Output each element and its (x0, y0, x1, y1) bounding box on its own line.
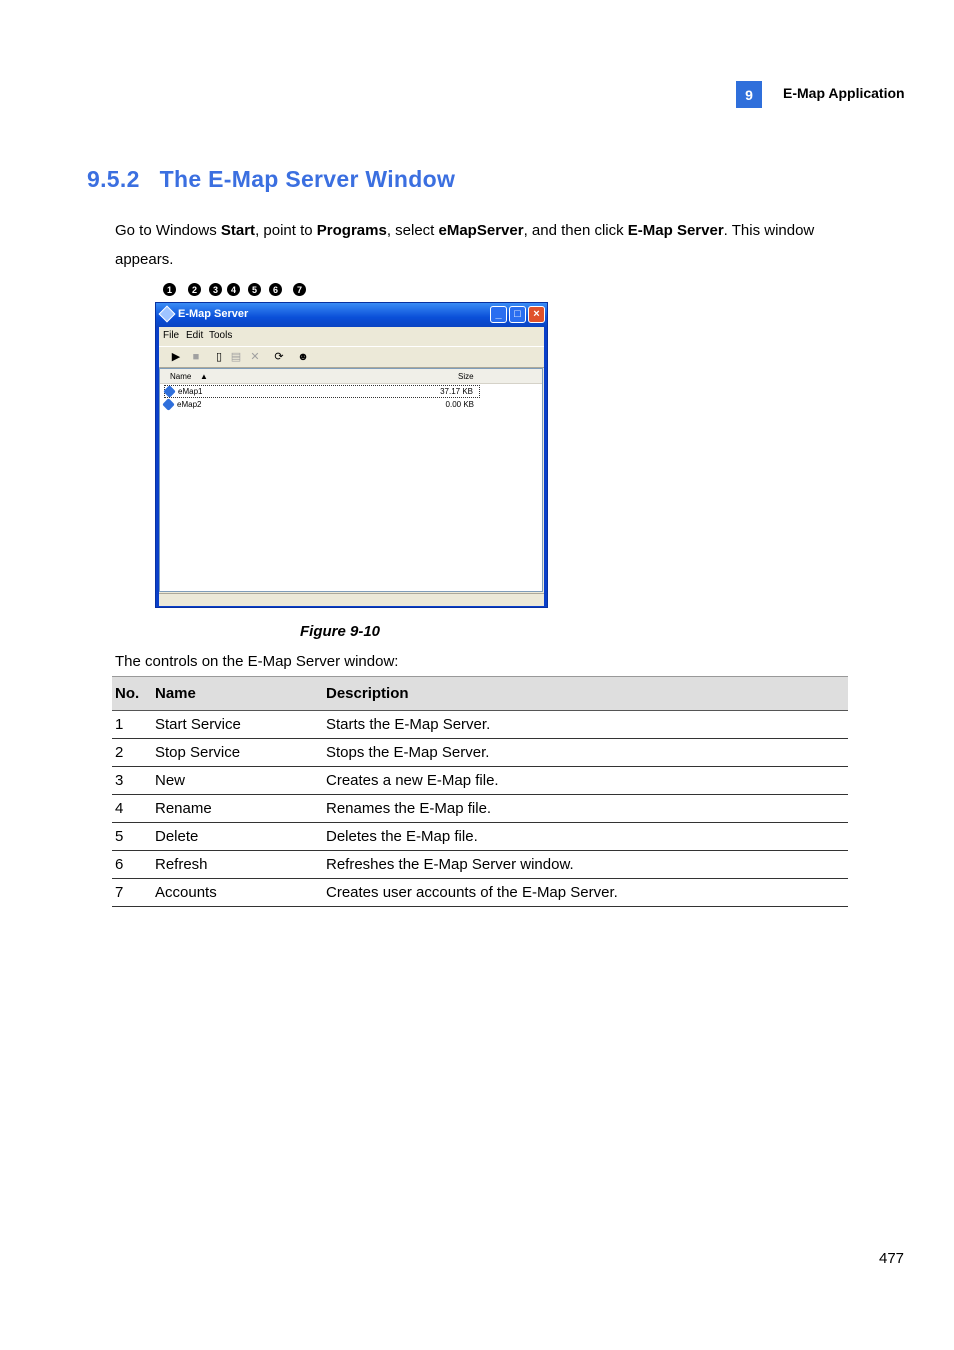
app-window (155, 302, 548, 608)
emap-server-screenshot (155, 282, 548, 609)
stop-service-icon[interactable]: ■ (192, 351, 200, 363)
intro-bold: Start (220, 222, 256, 239)
header-no: No. (112, 677, 152, 711)
cell-description: Stops the E-Map Server. (323, 739, 848, 767)
callout-6: 6 (269, 283, 282, 296)
section-number: 9.5.2 (87, 166, 140, 192)
file-list (159, 368, 543, 592)
cell-name: Start Service (152, 711, 323, 739)
emap-app-icon (159, 306, 176, 323)
callout-7: 7 (293, 283, 306, 296)
figure-caption: Figure 9-10 (300, 623, 381, 640)
title-bar[interactable] (156, 303, 547, 327)
column-size[interactable]: Size (458, 372, 474, 381)
window-client (159, 327, 544, 605)
intro-text: , point to (255, 222, 317, 239)
cell-no: 2 (112, 739, 152, 767)
table-header-row (112, 677, 848, 711)
table-intro: The controls on the E-Map Server window: (115, 653, 399, 670)
list-item[interactable] (164, 399, 480, 412)
status-bar (159, 593, 544, 606)
cell-no: 6 (112, 851, 152, 879)
rename-icon[interactable]: ▤ (230, 351, 242, 363)
cell-name: Stop Service (152, 739, 323, 767)
file-size: 37.17 KB (440, 387, 473, 396)
callout-4: 4 (227, 283, 240, 296)
accounts-icon[interactable]: ☻ (297, 351, 309, 363)
refresh-icon[interactable]: ⟳ (274, 351, 284, 363)
section-heading (87, 166, 455, 193)
cell-no: 5 (112, 823, 152, 851)
cell-description: Creates a new E-Map file. (323, 767, 848, 795)
cell-name: Delete (152, 823, 323, 851)
emap-file-icon (162, 398, 175, 411)
intro-bold: E-Map Server (627, 222, 724, 239)
intro-paragraph (115, 216, 835, 274)
list-header (160, 369, 542, 384)
menu-bar (159, 327, 544, 345)
menu-edit[interactable]: Edit (186, 330, 204, 341)
file-name: eMap1 (178, 387, 203, 396)
intro-bold: eMapServer (438, 222, 524, 239)
file-name: eMap2 (177, 400, 202, 409)
intro-bold: Programs (316, 222, 387, 239)
table-row (112, 823, 848, 851)
intro-text: , select (386, 222, 439, 239)
intro-text: . This window appears. (115, 222, 815, 268)
table-row (112, 851, 848, 879)
file-size: 0.00 KB (445, 400, 474, 409)
callout-3: 3 (209, 283, 222, 296)
cell-no: 3 (112, 767, 152, 795)
cell-description: Deletes the E-Map file. (323, 823, 848, 851)
menu-file[interactable]: File (163, 330, 180, 341)
sort-arrow-icon: ▲ (200, 372, 208, 381)
cell-no: 4 (112, 795, 152, 823)
close-button[interactable]: × (528, 306, 545, 323)
list-item[interactable] (164, 385, 480, 398)
start-service-icon[interactable]: ▶ (171, 351, 181, 363)
minimize-button[interactable]: _ (490, 306, 507, 323)
table-row (112, 739, 848, 767)
cell-name: Rename (152, 795, 323, 823)
window-title: E-Map Server (178, 308, 249, 320)
callout-1: 1 (163, 283, 176, 296)
header-description: Description (323, 677, 848, 711)
toolbar (159, 346, 544, 368)
maximize-button[interactable]: □ (509, 306, 526, 323)
callout-2: 2 (188, 283, 201, 296)
emap-file-icon (163, 385, 176, 398)
cell-description: Starts the E-Map Server. (323, 711, 848, 739)
table-row (112, 711, 848, 739)
cell-description: Renames the E-Map file. (323, 795, 848, 823)
delete-icon[interactable]: ✕ (250, 351, 260, 363)
page-number: 477 (879, 1250, 905, 1267)
intro-text: Go to Windows (115, 222, 221, 239)
menu-tools[interactable]: Tools (209, 330, 233, 341)
cell-name: New (152, 767, 323, 795)
chapter-badge: 9 (736, 81, 762, 108)
section-title: The E-Map Server Window (159, 166, 456, 192)
table-row (112, 795, 848, 823)
controls-table (112, 676, 848, 907)
intro-text: , and then click (523, 222, 628, 239)
column-name[interactable]: Name (170, 372, 192, 381)
chapter-title: E-Map Application (783, 85, 905, 101)
table-row (112, 879, 848, 907)
header-name: Name (152, 677, 323, 711)
cell-description: Creates user accounts of the E-Map Server. (323, 879, 848, 907)
new-file-icon[interactable]: ▯ (215, 351, 223, 363)
cell-name: Refresh (152, 851, 323, 879)
cell-no: 7 (112, 879, 152, 907)
table-row (112, 767, 848, 795)
cell-description: Refreshes the E-Map Server window. (323, 851, 848, 879)
cell-name: Accounts (152, 879, 323, 907)
callout-5: 5 (248, 283, 261, 296)
cell-no: 1 (112, 711, 152, 739)
